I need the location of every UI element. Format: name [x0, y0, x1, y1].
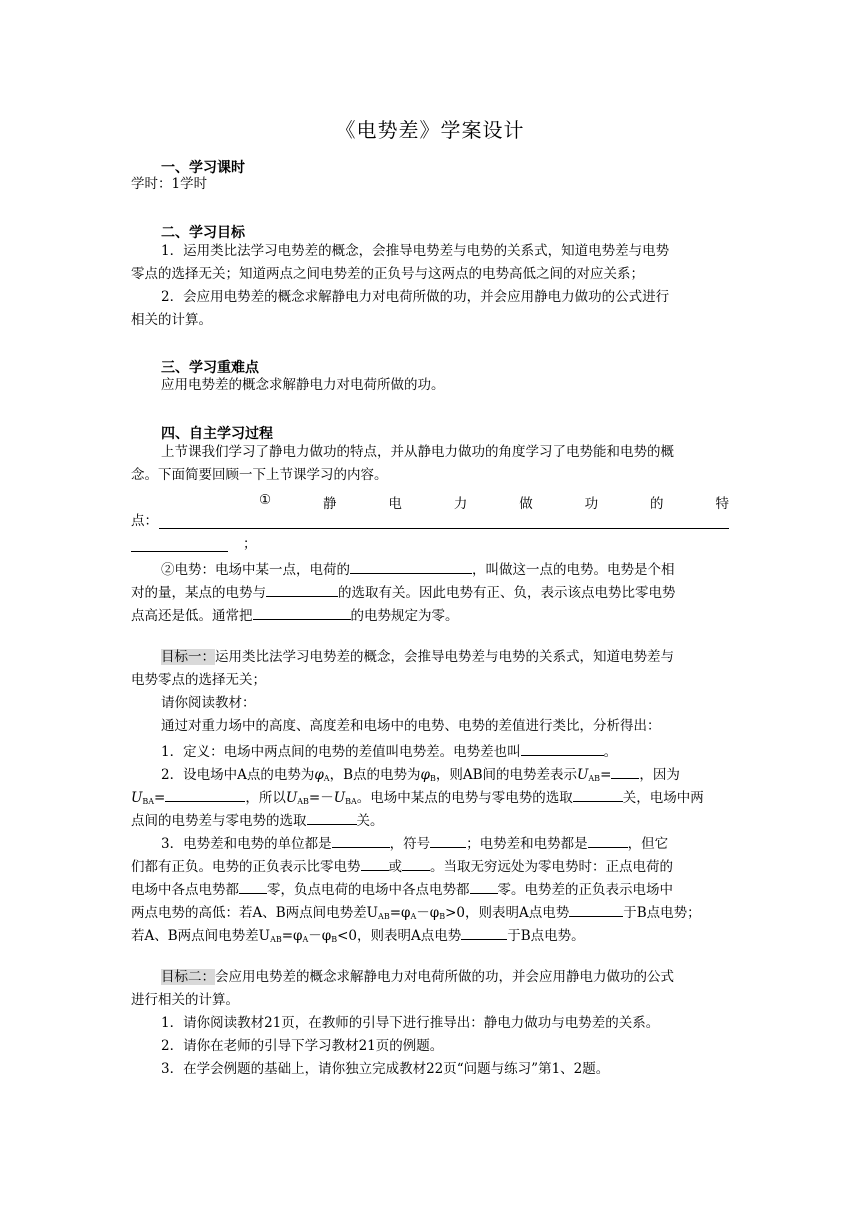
class-hours-text: 学时：1学时 [131, 176, 208, 192]
section-heading-class-hours: 一、学习课时 [161, 160, 245, 176]
key-points-text: 应用电势差的概念求解静电力对电荷所做的功。 [161, 377, 445, 393]
objective-2-line-1: 2．会应用电势差的概念求解静电力对电荷所做的功，并会应用静电力做功的公式进行 [161, 289, 670, 305]
item-1-label-end: 点： [131, 513, 158, 529]
item-2-line-3: 点高还是低。通常把 的电势规定为零。 [131, 608, 459, 624]
uab-expression-blank[interactable] [611, 766, 639, 779]
goal-1-line-2: 电势零点的选择无关； [131, 672, 266, 688]
task-1: 1．请你阅读教材21页，在教师的引导下进行推导出：静电力做功与电势差的关系。 [161, 1015, 660, 1031]
question-2-line-1: 2．设电场中A点的电势为$\varphi_A$，B点的电势为$\varphi_B$，则AB间的电势差表示$U_{AB}=$ ，因为 [161, 767, 680, 783]
objective-2-line-2: 相关的计算。 [131, 312, 212, 328]
review-intro-line-1: 上节课我们学习了静电力做功的特点，并从静电力做功的角度学习了电势能和电势的概 [161, 444, 674, 460]
task-3: 3．在学会例题的基础上，请你独立完成教材22页“问题与练习”第1、2题。 [161, 1061, 610, 1077]
question-3-line-4: 两点电势的高低：若A、B两点间电势差$U_{AB}=\varphi_A-\varphi_B>0$，则表明A点电势 于B点电势； [131, 905, 701, 921]
task-2: 2．请你在老师的引导下学习教材21页的例题。 [161, 1038, 444, 1054]
goal-2-line-1: 目标二：会应用电势差的概念求解静电力对电荷所做的功，并会应用静电力做功的公式 [161, 969, 674, 985]
goal-1-label: 目标一： [161, 649, 215, 665]
item-2-line-1: ②电势：电场中某一点，电荷的 ，叫做这一点的电势。电势是个相 [161, 562, 675, 578]
item-1-spread-text: ① 静 电 力 做 功 的 特 [259, 492, 729, 512]
negative-charge-blank[interactable] [470, 881, 498, 894]
review-intro-line-2: 念。下面简要回顾一下上节课学习的内容。 [131, 467, 388, 483]
positive-charge-blank[interactable] [239, 881, 267, 894]
zero-reference-blank[interactable] [253, 607, 351, 620]
document-title: 《电势差》学案设计 [335, 118, 525, 142]
difference-reference-blank[interactable] [307, 812, 357, 825]
question-3-line-3: 电场中各点电势都 零，负点电荷的电场中各点电势都 零。电势差的正负表示电场中 [131, 882, 673, 898]
higher-blank[interactable] [361, 858, 389, 871]
zero-point-blank[interactable] [266, 584, 338, 597]
symbol-blank[interactable] [430, 835, 466, 848]
item-2-line-2: 对的量，某点的电势与 的选取有关。因此电势有正、负，表示该点电势比零电势 [131, 585, 676, 601]
lower-blank[interactable] [402, 858, 430, 871]
uba-expression-blank[interactable] [165, 789, 245, 802]
analogy-prompt: 通过对重力场中的高度、高度差和电场中的电势、电势的差值进行类比，分析得出： [161, 718, 661, 734]
section-heading-objectives: 二、学习目标 [161, 225, 245, 241]
voltage-alias-blank[interactable] [521, 743, 604, 756]
quantity-type-blank[interactable] [588, 835, 628, 848]
potential-definition-blank[interactable] [350, 561, 472, 574]
unit-blank[interactable] [332, 835, 390, 848]
question-3-line-1: 3．电势差和电势的单位都是 ，符号 ；电势差和电势都是 ，但它 [161, 836, 669, 852]
potential-reference-blank[interactable] [573, 789, 623, 802]
read-textbook-prompt: 请你阅读教材： [161, 695, 256, 711]
objective-1-line-2: 零点的选择无关；知道两点之间电势差的正负号与这两点的电势高低之间的对应关系； [131, 266, 644, 282]
item-1-answer-blank-1[interactable] [159, 528, 729, 529]
item-1-answer-blank-2[interactable] [131, 551, 228, 552]
goal-1-line-1: 目标一：运用类比法学习电势差的概念，会推导电势差与电势的关系式，知道电势差与 [161, 649, 674, 665]
section-heading-self-study: 四、自主学习过程 [161, 426, 273, 442]
item-1-semicolon: ； [243, 536, 257, 552]
question-3-line-2: 们都有正负。电势的正负表示比零电势 或 。当取无穷远处为零电势时：正点电荷的 [131, 859, 673, 875]
higher-lower-blank-1[interactable] [569, 904, 623, 917]
goal-2-line-2: 进行相关的计算。 [131, 992, 239, 1008]
higher-lower-blank-2[interactable] [461, 927, 507, 940]
question-3-line-5: 若A、B两点间电势差$U_{AB}=\varphi_A-\varphi_B<0$，则表明A点电势 于B点电势。 [131, 928, 585, 944]
section-heading-key-points: 三、学习重难点 [161, 360, 259, 376]
goal-2-label: 目标二： [161, 969, 215, 985]
question-1: 1．定义：电场中两点间的电势的差值叫电势差。电势差也叫 。 [161, 744, 618, 760]
question-2-line-2: $U_{BA}=$ ，所以$U_{AB}=-U_{BA}$。电场中某点的电势与零电势的选取 关，电场中两 [131, 790, 704, 806]
objective-1-line-1: 1．运用类比法学习电势差的概念，会推导电势差与电势的关系式，知道电势差与电势 [161, 243, 670, 259]
question-2-line-3: 点间的电势差与零电势的选取 关。 [131, 813, 384, 829]
